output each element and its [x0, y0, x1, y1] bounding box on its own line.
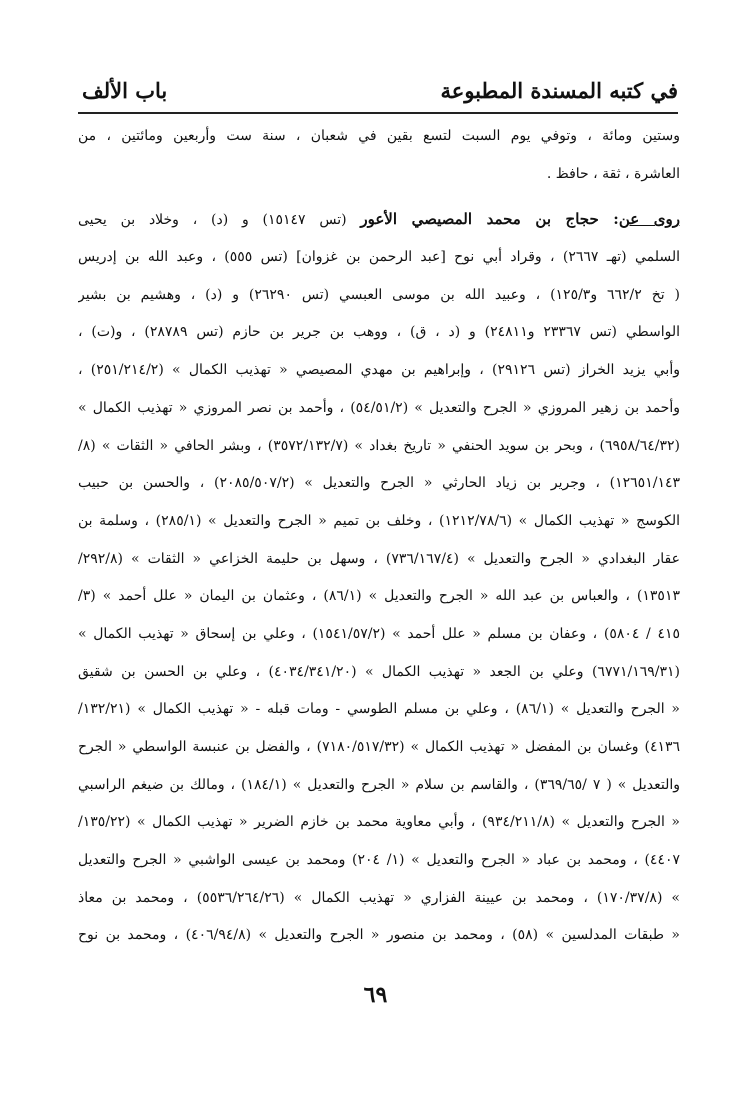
text-line: ٤١٥ / ٥٨٠٤) ، وعفان بن مسلم « علل أحمد » (١٥٤١/٥٧/٢) ، وعلي بن إسحاق « تهذيب الكمال » — [78, 625, 680, 642]
header-book-title: في كتبه المسندة المطبوعة — [440, 78, 678, 103]
text-line: « الجرح والتعديل » (٩٣٤/٢١١/٨) ، وأبي معاوية محمد بن خازم الضرير « تهذيب الكمال » (١٣٥/٢٢/ — [78, 814, 680, 831]
narrator-name: : حجاج بن محمد المصيصي الأعور — [360, 210, 619, 229]
text-line: عقار البغدادي « الجرح والتعديل » (٧٣٦/١٦٧/٤) ، وسهل بن حليمة الخزاعي « الثقات » (٢٩٢/٨/ — [78, 550, 680, 567]
text-line: « طبقات المدلسين » (٥٨) ، ومحمد بن منصور « الجرح والتعديل » (٤٠٦/٩٤/٨) ، ومحمد بن نوح — [78, 927, 680, 944]
narrator-details: (تس ١٥١٤٧) و (د) ، وخلاد بن يحيى — [78, 212, 361, 229]
text-line: (٦٧٧١/١٦٩/٣١) وعلي بن الجعد « تهذيب الكمال » (٤٠٣٤/٣٤١/٢٠) ، وعلي بن الحسن بن شقيق — [78, 663, 680, 680]
text-line: العاشرة ، ثقة ، حافظ . — [546, 165, 680, 182]
text-line — [78, 201, 680, 239]
text-line: الكوسج « تهذيب الكمال » (١٢١٢/٧٨/٦) ، وخلف بن تميم « الجرح والتعديل » (٢٨٥/١) ، وسلمة بن — [78, 512, 680, 529]
page-number: ٦٩ — [363, 982, 388, 1008]
text-line: ٤٤٠٧) ، ومحمد بن عباد « الجرح والتعديل » (١/ ٢٠٤) ومحمد بن عيسى الواشبي « الجرح والتعديل — [78, 852, 680, 869]
text-line: ١٣٥١٣) ، والعباس بن عبد الله « الجرح والتعديل » (٨٦/١) ، وعثمان بن اليمان « علل أحمد » (٣/ — [78, 588, 680, 605]
text-line: ( تخ ٦٦٢/٢ و١٢٥/٣) ، وعبيد الله بن موسى العبسي (تس ٢٦٢٩٠) و (د) ، وهشيم بن بشير — [78, 286, 680, 303]
text-line: » (١٧٠/٣٧/٨) ، ومحمد بن عيينة الفزاري « تهذيب الكمال » (٥٥٣٦/٢٦٤/٢٦) ، ومحمد بن معاذ — [78, 889, 680, 906]
text-line: الواسطي (تس ٢٣٣٦٧ و٢٤٨١١) و (د ، ق) ، ووهب بن جرير بن حازم (تس ٢٨٧٨٩) ، و(ت) ، — [78, 324, 680, 341]
text-line: والتعديل » ( ٧ /٣٦٩/٦٥) ، والقاسم بن سلام « الجرح والتعديل » (١٨٤/١) ، ومالك بن ضيغم الراسبي — [78, 776, 680, 793]
text-line: ١٢٦٥١/١٤٣) ، وجرير بن زياد الحارثي « الجرح والتعديل » (٢٠٨٥/٥٠٧/٢) ، والحسن بن حبيب — [78, 475, 680, 492]
text-line: السلمي (تهـ ٢٦٦٧) ، وقراد أبي نوح [عبد الرحمن بن غزوان] (تس ٥٥٥) ، وعبد الله بن إدريس — [78, 249, 680, 266]
text-line: وأبي يزيد الخراز (تس ٢٩١٢٦) ، وإبراهيم بن مهدي المصيصي « تهذيب الكمال » (٢٥١/٢١٤/٢) ، — [78, 362, 680, 379]
running-header — [78, 66, 678, 114]
body-text — [78, 118, 680, 955]
text-line: وأحمد بن زهير المروزي « الجرح والتعديل » (٥٤/٥١/٢) ، وأحمد بن نصر المروزي « تهذيب الكمال » — [78, 399, 680, 416]
text-line: (٦٩٥٨/٦٤/٣٢) ، وبحر بن سويد الحنفي « تاريخ بغداد » (٣٥٧٢/١٣٢/٧) ، وبشر الحافي « الثقات » (٨/ — [78, 437, 680, 454]
narrated-from-label: روى عن — [618, 210, 680, 229]
header-chapter-title: باب الألف — [82, 78, 168, 103]
text-line: وستين ومائة ، وتوفي يوم السبت لتسع بقين في شعبان ، سنة ست وأربعين ومائتين ، من — [78, 128, 680, 144]
text-line: « الجرح والتعديل » (٨٦/١) ، وعلي بن مسلم الطوسي - ومات قبله - « تهذيب الكمال » (١٣٢/٢١/ — [78, 701, 680, 718]
text-line: ٤١٣٦) وغسان بن المفضل « تهذيب الكمال » (٧١٨٠/٥١٧/٣٢) ، والفضل بن عنبسة الواسطي « الجرح — [78, 739, 680, 755]
